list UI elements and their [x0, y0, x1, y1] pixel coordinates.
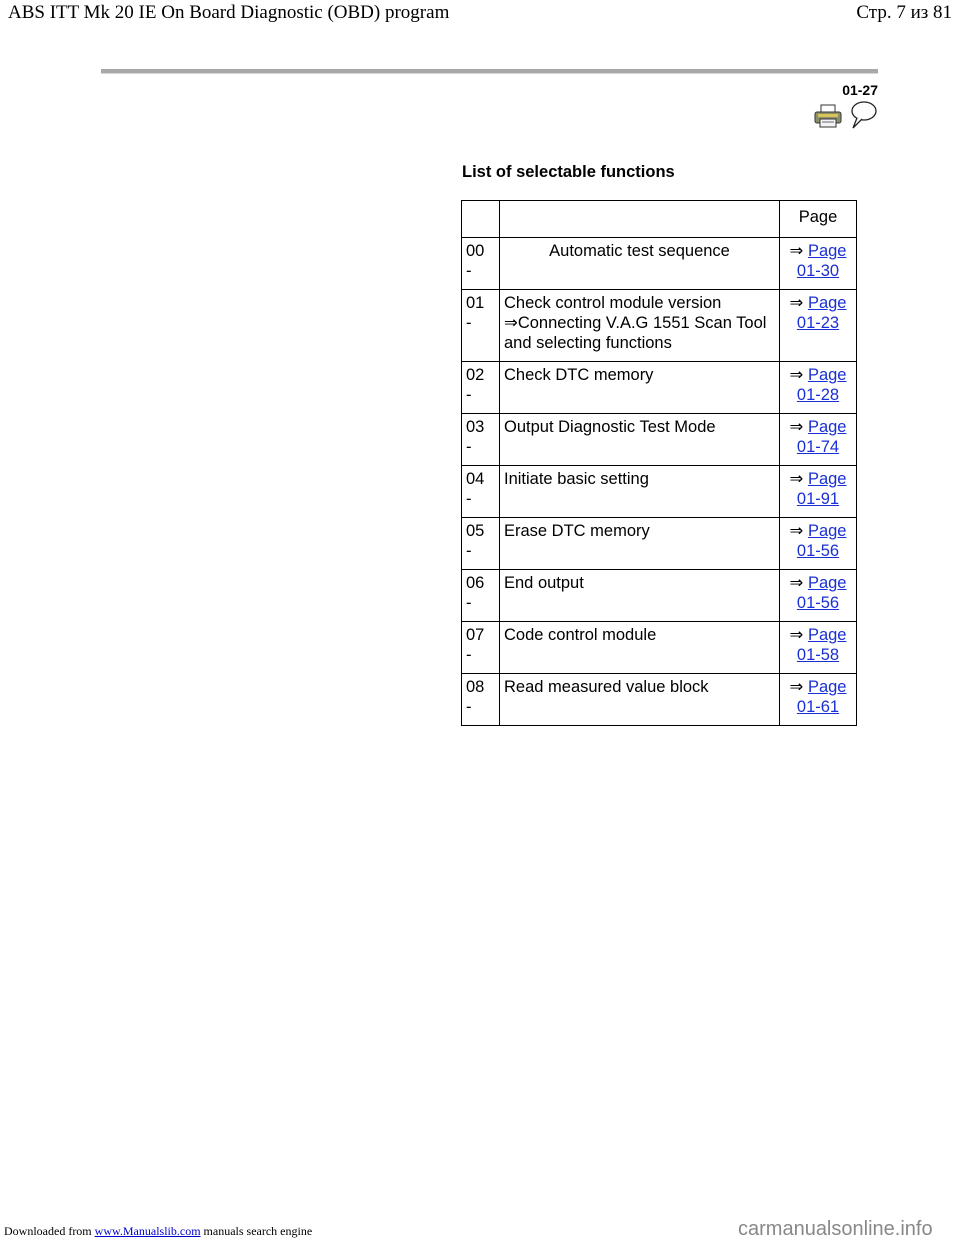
function-dash: -	[466, 386, 472, 404]
header-cell-page: Page	[780, 201, 857, 238]
page-link[interactable]: Page 01-56	[796, 574, 847, 612]
table-row	[462, 674, 857, 726]
header-cell-code	[462, 201, 500, 238]
function-name: Initiate basic setting	[500, 466, 780, 518]
table-row	[462, 466, 857, 518]
arrow-icon: ⇒	[789, 294, 804, 312]
function-code: 03	[466, 418, 485, 436]
arrow-icon: ⇒	[789, 678, 804, 696]
section-heading: List of selectable functions	[462, 163, 675, 181]
table-row	[462, 518, 857, 570]
manualslib-link[interactable]: www.Manualslib.com	[94, 1224, 201, 1238]
function-name: End output	[500, 570, 780, 622]
watermark: carmanualsonline.info	[738, 1218, 933, 1240]
footer-tagline: manuals search engine	[203, 1224, 313, 1238]
page-link[interactable]: Page 01-30	[796, 242, 847, 280]
download-footer	[4, 1224, 312, 1239]
page-link[interactable]: Page 01-74	[796, 418, 847, 456]
function-code: 05	[466, 522, 485, 540]
function-name: Read measured value block	[500, 674, 780, 726]
table-row	[462, 238, 857, 290]
function-code: 06	[466, 574, 485, 592]
functions-table	[461, 200, 857, 726]
function-name: Check DTC memory	[500, 362, 780, 414]
function-name: Code control module	[500, 622, 780, 674]
function-code: 08	[466, 678, 485, 696]
page-tools	[814, 100, 880, 130]
page-counter: Стр. 7 из 81	[856, 2, 952, 23]
page-link[interactable]: Page 01-23	[796, 294, 847, 332]
table-row	[462, 570, 857, 622]
page-link[interactable]: Page 01-61	[796, 678, 847, 716]
document-title: ABS ITT Mk 20 IE On Board Diagnostic (OBD) program	[8, 2, 450, 23]
header-divider	[101, 69, 878, 74]
function-code: 01	[466, 294, 485, 312]
function-dash: -	[466, 698, 472, 716]
function-name: Output Diagnostic Test Mode	[500, 414, 780, 466]
function-note: ⇒Connecting V.A.G 1551 Scan Tool and selecting functions	[504, 314, 767, 352]
printer-icon[interactable]	[814, 104, 842, 128]
function-name: Erase DTC memory	[500, 518, 780, 570]
function-dash: -	[466, 438, 472, 456]
header-cell-function	[500, 201, 780, 238]
arrow-icon: ⇒	[789, 470, 804, 488]
page-link[interactable]: Page 01-58	[796, 626, 847, 664]
page-code: 01-27	[842, 82, 878, 98]
function-name: Automatic test sequence	[500, 238, 780, 290]
table-row	[462, 290, 857, 362]
function-dash: -	[466, 594, 472, 612]
arrow-icon: ⇒	[789, 242, 804, 260]
function-dash: -	[466, 542, 472, 560]
function-code: 04	[466, 470, 485, 488]
function-dash: -	[466, 314, 472, 332]
function-dash: -	[466, 490, 472, 508]
footer-label: Downloaded from	[4, 1224, 92, 1238]
function-dash: -	[466, 262, 472, 280]
arrow-icon: ⇒	[789, 418, 804, 436]
arrow-icon: ⇒	[789, 626, 804, 644]
table-row	[462, 622, 857, 674]
page-link[interactable]: Page 01-28	[796, 366, 847, 404]
arrow-icon: ⇒	[789, 366, 804, 384]
function-name: Check control module version	[504, 294, 722, 312]
table-row	[462, 414, 857, 466]
function-code: 02	[466, 366, 485, 384]
table-row	[462, 362, 857, 414]
function-code: 07	[466, 626, 485, 644]
function-dash: -	[466, 646, 472, 664]
table-header-row	[462, 201, 857, 238]
arrow-icon: ⇒	[789, 574, 804, 592]
arrow-icon: ⇒	[789, 522, 804, 540]
page-link[interactable]: Page 01-56	[796, 522, 847, 560]
function-code: 00	[466, 242, 485, 260]
speech-bubble-icon[interactable]	[848, 100, 878, 130]
page-link[interactable]: Page 01-91	[796, 470, 847, 508]
